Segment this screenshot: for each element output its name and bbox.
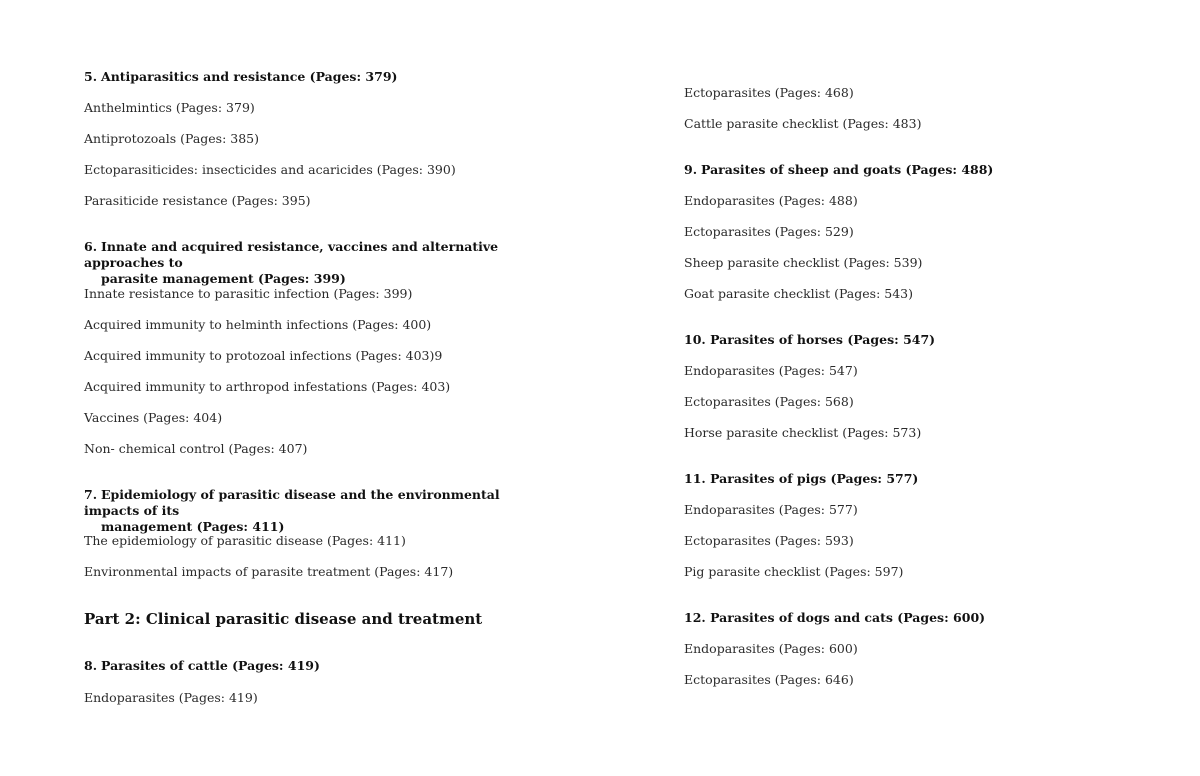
section-7-heading[interactable]	[84, 487, 554, 535]
section-title: Antiparasitics and resistance (Pages: 379)	[101, 69, 398, 84]
toc-entry-immunity-arthropod[interactable]: Acquired immunity to arthropod infestations (Pages: 403)	[84, 379, 451, 394]
toc-entry-innate-resistance[interactable]: Innate resistance to parasitic infection (Pages: 399)	[84, 286, 413, 301]
toc-entry-immunity-helminth[interactable]: Acquired immunity to helminth infections (Pages: 400)	[84, 317, 432, 332]
toc-entry-sheep-checklist[interactable]: Sheep parasite checklist (Pages: 539)	[684, 255, 923, 270]
section-title: Parasites of horses (Pages: 547)	[710, 332, 936, 347]
toc-entry-horse-ectoparasites[interactable]: Ectoparasites (Pages: 568)	[684, 394, 854, 409]
toc-entry-cattle-ectoparasites[interactable]: Ectoparasites (Pages: 468)	[684, 85, 854, 100]
toc-entry-dog-cat-ectoparasites[interactable]: Ectoparasites (Pages: 646)	[684, 672, 854, 687]
section-title-line-1: Epidemiology of parasitic disease and the environmental impacts of its	[84, 487, 500, 518]
toc-entry-goat-checklist[interactable]: Goat parasite checklist (Pages: 543)	[684, 286, 913, 301]
section-6-heading[interactable]	[84, 239, 554, 287]
section-5-heading[interactable]	[84, 69, 397, 85]
section-title: Parasites of dogs and cats (Pages: 600)	[710, 610, 986, 625]
section-10-heading[interactable]	[684, 332, 935, 348]
toc-entry-epidemiology[interactable]: The epidemiology of parasitic disease (Pages: 411)	[84, 533, 406, 548]
section-title: Parasites of sheep and goats (Pages: 488)	[701, 162, 994, 177]
section-title: Parasites of cattle (Pages: 419)	[101, 658, 320, 673]
toc-entry-sheep-endoparasites[interactable]: Endoparasites (Pages: 488)	[684, 193, 858, 208]
section-number: 6.	[84, 239, 98, 254]
part-2-title[interactable]: Part 2: Clinical parasitic disease and treatment	[84, 610, 483, 628]
toc-entry-cattle-checklist[interactable]: Cattle parasite checklist (Pages: 483)	[684, 116, 922, 131]
section-12-heading[interactable]	[684, 610, 985, 626]
section-number: 12.	[684, 610, 706, 625]
section-number: 9.	[684, 162, 698, 177]
toc-entry-pig-ectoparasites[interactable]: Ectoparasites (Pages: 593)	[684, 533, 854, 548]
section-9-heading[interactable]	[684, 162, 993, 178]
toc-entry-horse-endoparasites[interactable]: Endoparasites (Pages: 547)	[684, 363, 858, 378]
toc-entry-cattle-endoparasites[interactable]: Endoparasites (Pages: 419)	[84, 690, 258, 705]
toc-entry-pig-endoparasites[interactable]: Endoparasites (Pages: 577)	[684, 502, 858, 517]
section-number: 11.	[684, 471, 706, 486]
section-11-heading[interactable]	[684, 471, 918, 487]
toc-entry-environmental-impacts[interactable]: Environmental impacts of parasite treatment (Pages: 417)	[84, 564, 454, 579]
toc-entry-antiprotozoals[interactable]: Antiprotozoals (Pages: 385)	[84, 131, 260, 146]
section-number: 8.	[84, 658, 98, 673]
toc-entry-anthelmintics[interactable]: Anthelmintics (Pages: 379)	[84, 100, 255, 115]
toc-entry-non-chemical-control[interactable]: Non- chemical control (Pages: 407)	[84, 441, 308, 456]
toc-entry-horse-checklist[interactable]: Horse parasite checklist (Pages: 573)	[684, 425, 922, 440]
toc-entry-sheep-ectoparasites[interactable]: Ectoparasites (Pages: 529)	[684, 224, 854, 239]
toc-entry-dog-cat-endoparasites[interactable]: Endoparasites (Pages: 600)	[684, 641, 858, 656]
toc-entry-pig-checklist[interactable]: Pig parasite checklist (Pages: 597)	[684, 564, 904, 579]
section-number: 7.	[84, 487, 98, 502]
toc-entry-ectoparasiticides[interactable]: Ectoparasiticides: insecticides and acaricides (Pages: 390)	[84, 162, 456, 177]
section-title: Parasites of pigs (Pages: 577)	[710, 471, 919, 486]
section-title-line-2: management (Pages: 411)	[101, 519, 285, 534]
toc-entry-parasiticide-resistance[interactable]: Parasiticide resistance (Pages: 395)	[84, 193, 311, 208]
section-title-line-2: parasite management (Pages: 399)	[101, 271, 346, 286]
section-title-line-1: Innate and acquired resistance, vaccines and alternative approaches to	[84, 239, 499, 270]
section-number: 5.	[84, 69, 98, 84]
section-8-heading[interactable]	[84, 658, 320, 674]
section-number: 10.	[684, 332, 706, 347]
toc-entry-vaccines[interactable]: Vaccines (Pages: 404)	[84, 410, 223, 425]
toc-entry-immunity-protozoal[interactable]: Acquired immunity to protozoal infections (Pages: 403)9	[84, 348, 443, 363]
